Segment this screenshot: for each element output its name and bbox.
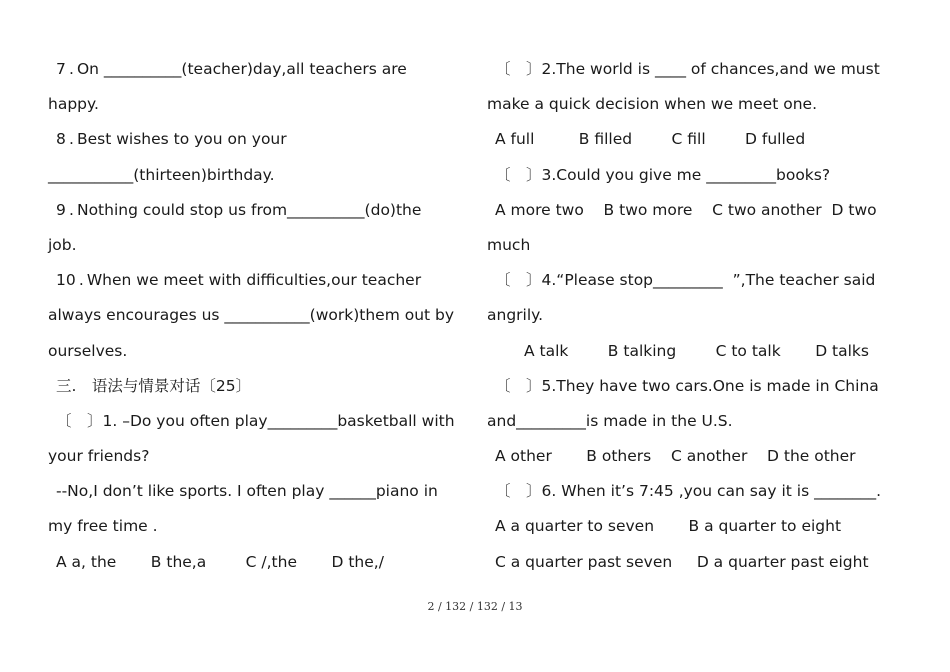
- question-10-line-1: 10 . When we meet with difficulties,our teacher: [56, 271, 422, 290]
- mc-question-3-options-cont: much: [487, 235, 531, 254]
- right-column: [487, 52, 897, 580]
- section-heading: 三. 语法与情景对话〔25〕: [56, 376, 252, 395]
- question-9-line-1: 9 . Nothing could stop us from__________(do)the: [56, 200, 422, 219]
- question-8-line-2: ___________(thirteen)birthday.: [48, 165, 275, 184]
- question-8-line-1: 8 . Best wishes to you on your: [56, 130, 287, 149]
- mc-question-4-line-1: 〔 〕4.“Please stop_________ ”,The teacher said: [495, 271, 876, 290]
- question-10-line-2: always encourages us ___________(work)them out by: [48, 306, 455, 325]
- mc-question-1-line-1: 〔 〕1. –Do you often play_________basketball with: [56, 411, 455, 430]
- mc-question-2-options: A full B filled C fill D fulled: [495, 130, 806, 149]
- mc-question-6-line-1: 〔 〕6. When it’s 7:45 ,you can say it is ________.: [495, 482, 882, 501]
- mc-question-5-line-2: and_________is made in the U.S.: [487, 411, 733, 430]
- mc-question-1-options: A a, the B the,a C /,the D the,/: [56, 552, 384, 571]
- question-10-line-3: ourselves.: [48, 341, 128, 360]
- mc-question-6-options-1: A a quarter to seven B a quarter to eight: [495, 517, 842, 536]
- page-number: 2 / 132 / 132 / 13: [427, 600, 523, 613]
- mc-question-1-line-3: --No,I don’t like sports. I often play ______piano in: [56, 482, 438, 501]
- left-column: [48, 52, 468, 580]
- question-7-line-2: happy.: [48, 95, 99, 114]
- mc-question-4-line-2: angrily.: [487, 306, 544, 325]
- mc-question-2-line-1: 〔 〕2.The world is ____ of chances,and we must: [495, 60, 880, 78]
- mc-question-1-line-2: your friends?: [48, 447, 150, 466]
- mc-question-6-options-2: C a quarter past seven D a quarter past eight: [495, 552, 869, 571]
- question-9-line-2: job.: [48, 235, 77, 254]
- mc-question-4-options: A talk B talking C to talk D talks: [524, 341, 869, 360]
- mc-question-5-line-1: 〔 〕5.They have two cars.One is made in China: [495, 376, 879, 395]
- mc-question-1-line-4: my free time .: [48, 517, 158, 536]
- mc-question-5-options: A other B others C another D the other: [495, 447, 856, 466]
- mc-question-2-line-2: make a quick decision when we meet one.: [487, 95, 817, 114]
- question-7-line-1: 7 . On __________(teacher)day,all teachers are: [56, 60, 407, 78]
- mc-question-3-line-1: 〔 〕3.Could you give me _________books?: [495, 165, 831, 184]
- mc-question-3-options: A more two B two more C two another D two: [495, 200, 877, 219]
